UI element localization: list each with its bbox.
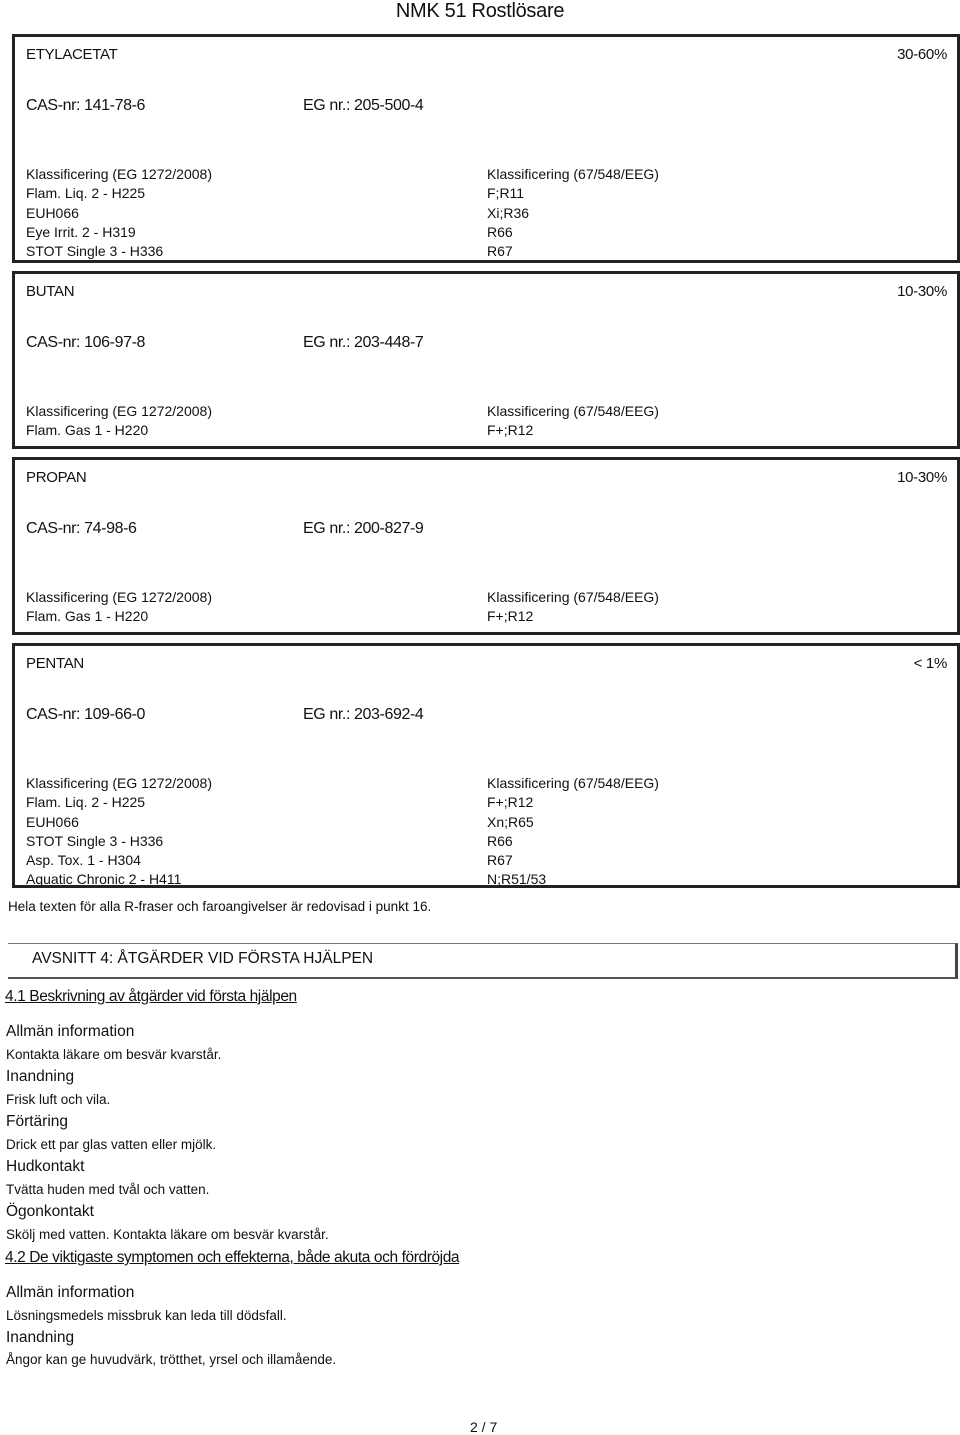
label-general-information-2: Allmän information: [6, 1284, 135, 1301]
substance-block-pentan: [12, 643, 960, 888]
dsd-line: F+;R12: [487, 794, 534, 811]
label-skin-contact: Hudkontakt: [6, 1158, 85, 1175]
r-phrases-note: Hela texten för alla R-fraser och faroangivelser är redovisad i punkt 16.: [8, 899, 432, 914]
clp-line: Eye Irrit. 2 - H319: [26, 223, 136, 240]
dsd-line: F+;R12: [487, 422, 534, 439]
substance-name: BUTAN: [26, 283, 75, 300]
eg-number: EG nr.: 203-692-4: [303, 706, 424, 723]
clp-line: STOT Single 3 - H336: [26, 832, 164, 849]
clp-line: Klassificering (EG 1272/2008): [26, 403, 212, 419]
eg-number: EG nr.: 203-448-7: [303, 334, 424, 351]
substance-block-propan: [12, 457, 960, 635]
eg-number: EG nr.: 205-500-4: [303, 97, 424, 114]
subsection-4-2-heading: 4.2 De viktigaste symptomen och effekterna, både akuta och fördröjda: [5, 1249, 460, 1266]
label-eye-contact: Ögonkontakt: [6, 1203, 94, 1220]
substance-name: PENTAN: [26, 655, 84, 672]
dsd-line: R67: [487, 243, 513, 260]
substance-block-butan: [12, 271, 960, 449]
dsd-line: R67: [487, 852, 513, 869]
dsd-classification: [487, 774, 659, 890]
cas-number: CAS-nr: 141-78-6: [26, 97, 145, 114]
dsd-line: R66: [487, 223, 513, 240]
text-general-information-2: Lösningsmedels missbruk kan leda till dödsfall.: [6, 1308, 287, 1323]
dsd-line: Klassificering (67/548/EEG): [487, 775, 659, 791]
substance-percent: < 1%: [913, 655, 947, 672]
text-skin-contact: Tvätta huden med tvål och vatten.: [6, 1182, 210, 1197]
label-inhalation-2: Inandning: [6, 1329, 75, 1346]
text-inhalation-2: Ångor kan ge huvudvärk, trötthet, yrsel och illamående.: [6, 1352, 337, 1367]
dsd-line: N;R51/53: [487, 871, 547, 888]
section-4-title: AVSNITT 4: ÅTGÄRDER VID FÖRSTA HJÄLPEN: [8, 943, 958, 979]
clp-line: EUH066: [26, 204, 79, 221]
cas-number: CAS-nr: 74-98-6: [26, 520, 137, 537]
eg-number: EG nr.: 200-827-9: [303, 520, 424, 537]
clp-line: Flam. Gas 1 - H220: [26, 422, 149, 439]
clp-line: STOT Single 3 - H336: [26, 243, 164, 260]
clp-line: Flam. Liq. 2 - H225: [26, 185, 146, 202]
substance-percent: 30-60%: [897, 46, 947, 63]
clp-classification: [26, 588, 212, 627]
text-inhalation: Frisk luft och vila.: [6, 1092, 111, 1107]
dsd-line: F;R11: [487, 185, 525, 202]
dsd-classification: [487, 402, 659, 441]
clp-line: Klassificering (EG 1272/2008): [26, 589, 212, 605]
dsd-line: Klassificering (67/548/EEG): [487, 403, 659, 419]
subsection-4-1-heading: 4.1 Beskrivning av åtgärder vid första hjälpen: [5, 988, 297, 1005]
dsd-classification: [487, 588, 659, 627]
dsd-line: Xn;R65: [487, 813, 534, 830]
label-inhalation: Inandning: [6, 1068, 75, 1085]
substance-percent: 10-30%: [897, 283, 947, 300]
substance-percent: 10-30%: [897, 469, 947, 486]
clp-line: Flam. Gas 1 - H220: [26, 608, 149, 625]
text-ingestion: Drick ett par glas vatten eller mjölk.: [6, 1137, 217, 1152]
text-general-information: Kontakta läkare om besvär kvarstår.: [6, 1047, 222, 1062]
dsd-line: Xi;R36: [487, 204, 530, 221]
clp-line: Klassificering (EG 1272/2008): [26, 166, 212, 182]
text-eye-contact: Skölj med vatten. Kontakta läkare om besvär kvarstår.: [6, 1227, 329, 1242]
clp-line: Aquatic Chronic 2 - H411: [26, 871, 182, 888]
label-general-information: Allmän information: [6, 1023, 135, 1040]
page-number: 2 / 7: [470, 1419, 498, 1435]
document-title: NMK 51 Rostlösare: [395, 0, 565, 22]
cas-number: CAS-nr: 106-97-8: [26, 334, 145, 351]
dsd-line: F+;R12: [487, 608, 534, 625]
clp-line: Asp. Tox. 1 - H304: [26, 852, 141, 869]
dsd-classification: [487, 165, 659, 261]
substance-name: ETYLACETAT: [26, 46, 118, 63]
clp-classification: [26, 402, 212, 441]
clp-line: Klassificering (EG 1272/2008): [26, 775, 212, 791]
clp-classification: [26, 774, 212, 890]
dsd-line: Klassificering (67/548/EEG): [487, 166, 659, 182]
substance-block-etylacetat: [12, 34, 960, 263]
dsd-line: R66: [487, 832, 513, 849]
dsd-line: Klassificering (67/548/EEG): [487, 589, 659, 605]
label-ingestion: Förtäring: [6, 1113, 69, 1130]
substance-name: PROPAN: [26, 469, 87, 486]
cas-number: CAS-nr: 109-66-0: [26, 706, 145, 723]
clp-line: EUH066: [26, 813, 79, 830]
clp-classification: [26, 165, 212, 261]
clp-line: Flam. Liq. 2 - H225: [26, 794, 146, 811]
